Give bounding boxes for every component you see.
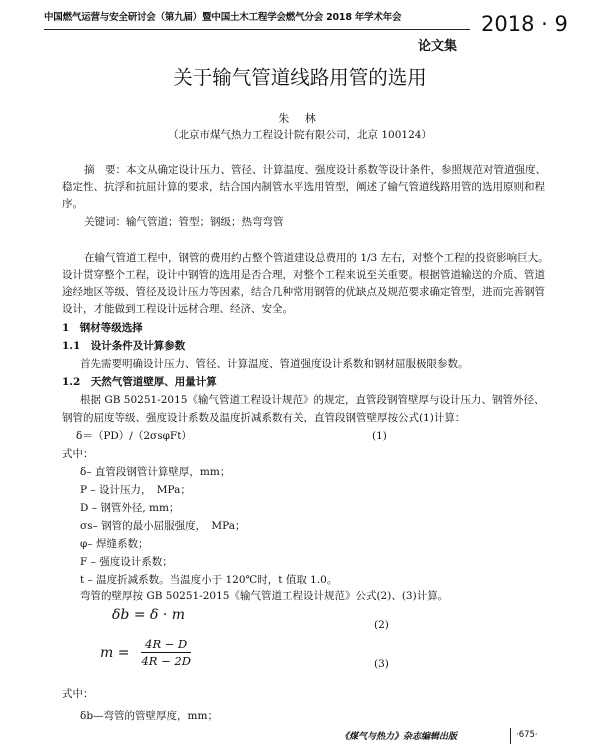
where-label-1: 式中： xyxy=(62,448,94,460)
equation-1-number: (1) xyxy=(372,430,387,442)
equation-2-number: (2) xyxy=(374,619,389,631)
equation-3 xyxy=(100,637,195,668)
equation-3-denominator: 4R − 2D xyxy=(141,654,191,668)
definition-f: F – 强度设计系数； xyxy=(80,556,173,568)
section-1-2-text-2: 钢管的屈度等级、强度设计系数及温度折减系数有关，直管段钢管壁厚按公式(1)计算： xyxy=(62,412,466,424)
header-section: 论文集 xyxy=(418,39,458,54)
section-1-1-text: 首先需要明确设计压力、管径、计算温度、管道强度设计系数和钢材屈服极限参数。 xyxy=(80,358,469,370)
section-1-heading: 1 钢材等级选择 xyxy=(62,322,143,334)
definition-delta: δ– 直管段钢管计算壁厚，mm； xyxy=(80,466,231,478)
page-number: ·675· xyxy=(516,730,538,740)
intro-paragraph: 在输气管道工程中，钢管的费用约占整个管道建设总费用的 1/3 左右，对整个工程的投资影响巨大。设计贯穿整个工程，设计中钢管的选用是否合理，对整个工程来说至关重要。根据管道输送的介质、管道途经地区等级、管径及设计压力等因素，结合几种常用钢管的优缺点及规范要求确定管型，进而完善钢管设计，才能做到工程设计远材合理、经济、安全。 xyxy=(62,252,549,315)
paper-title: 关于输气管道线路用管的选用 xyxy=(173,66,427,89)
keywords: 关键词：输气管道；管型；钢级；热弯弯管 xyxy=(84,216,284,228)
definition-d: D – 钢管外径, mm； xyxy=(80,502,180,514)
where-label-2: 式中： xyxy=(62,688,94,700)
footer-journal: 《煤气与热力》杂志编辑出版 xyxy=(340,732,458,742)
bend-text: 弯管的壁厚按 GB 50251-2015《输气管道工程设计规范》公式(2)、(3)计算。 xyxy=(80,590,449,602)
section-1-1-heading: 1.1 设计条件及计算参数 xyxy=(62,340,186,352)
definition-t: t – 温度折减系数。当温度小于 120℃时，t 值取 1.0。 xyxy=(80,574,338,586)
equation-3-fraction xyxy=(137,637,194,668)
section-1-2-heading: 1.2 天然气管道壁厚、用量计算 xyxy=(62,376,217,388)
definition-p: P – 设计压力， MPa； xyxy=(80,484,191,496)
header-year: 2018 · 9 xyxy=(481,12,568,36)
section-1-2-text-1: 根据 GB 50251-2015《输气管道工程设计规范》的规定，直管段钢管壁厚与设计压力、钢管外径、 xyxy=(80,394,545,406)
conference-header: 中国燃气运营与安全研讨会（第九届）暨中国土木工程学会燃气分会 2018 年学术年会 xyxy=(44,12,402,23)
equation-3-lhs: m = xyxy=(100,644,130,661)
footer-separator xyxy=(510,728,511,744)
equation-1: δ＝（PD）/（2σsφFt） xyxy=(76,430,192,442)
header-rule xyxy=(44,29,470,30)
equation-2: δb = δ · m xyxy=(112,607,186,623)
author: 朱 林 xyxy=(278,112,322,125)
definition-delta-b: δb—弯管的管壁厚度，mm； xyxy=(80,710,218,722)
equation-3-number: (3) xyxy=(374,658,389,670)
abstract: 摘 要：本文从确定设计压力、管径、计算温度、强度设计系数等设计条件，参照规范对管道强度、稳定性、抗浮和抗屈计算的要求，结合国内制管水平选用管型，阐述了输气管道线路用管的选用原则和程序。 xyxy=(62,164,546,210)
equation-3-numerator: 4R − D xyxy=(141,637,191,653)
definition-phi: φ– 焊缝系数； xyxy=(80,538,149,550)
definition-sigma: σs– 钢管的最小屈服强度， MPa； xyxy=(80,520,246,532)
affiliation: （北京市煤气热力工程设计院有限公司，北京 100124） xyxy=(168,129,432,141)
